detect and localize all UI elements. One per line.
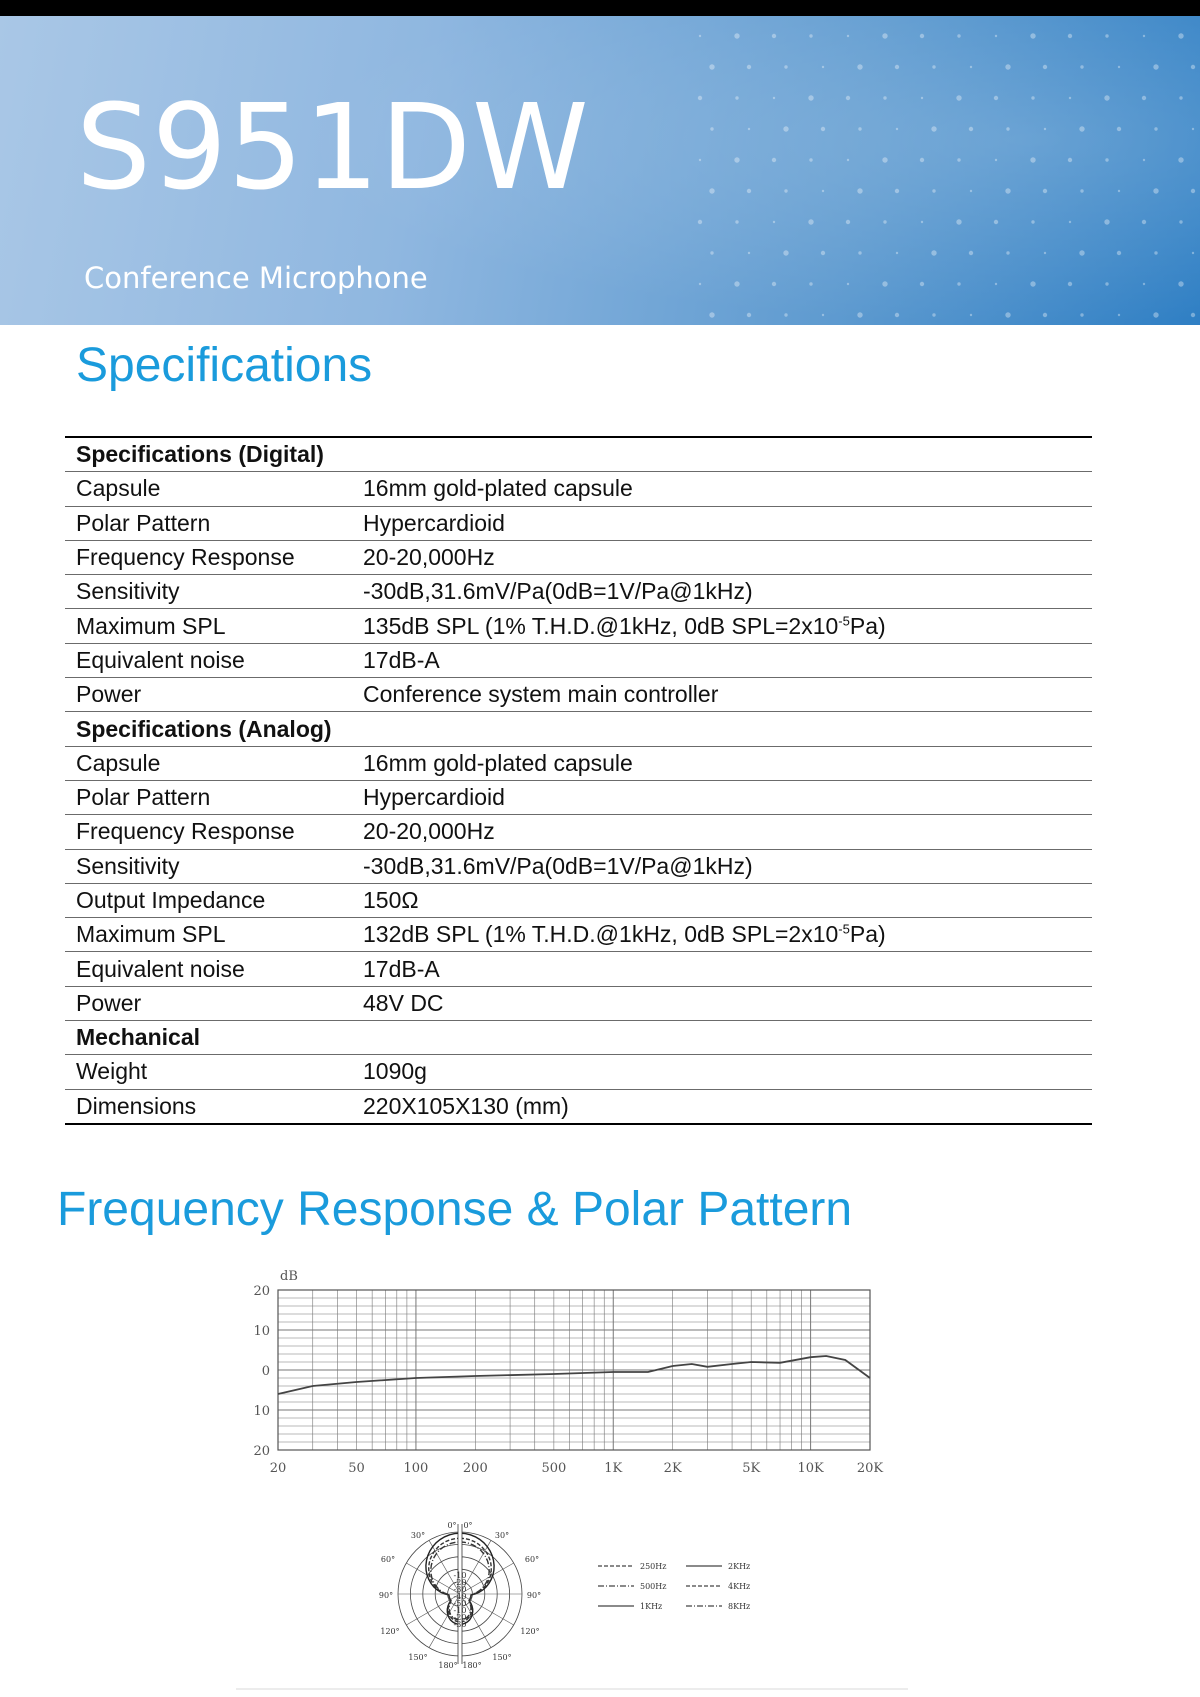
spec-label: Sensitivity xyxy=(65,575,352,609)
spec-value: 1090g xyxy=(352,1055,1092,1089)
spec-label: Sensitivity xyxy=(65,849,352,883)
polar-angle-label: 0° xyxy=(463,1521,473,1530)
spec-label: Capsule xyxy=(65,746,352,780)
spec-value: 17dB-A xyxy=(352,952,1092,986)
polar-radial-label: -20 xyxy=(453,1613,467,1622)
legend-label: 4KHz xyxy=(728,1582,751,1591)
banner-dot xyxy=(1005,312,1010,317)
banner-dot xyxy=(1192,252,1194,254)
banner-dot xyxy=(995,159,997,161)
banner-dot xyxy=(931,126,936,131)
banner-dot xyxy=(1154,251,1157,254)
banner-dot xyxy=(882,33,887,38)
spec-value: 20-20,000Hz xyxy=(352,815,1092,849)
banner-dot xyxy=(956,95,961,100)
product-model: S951DW xyxy=(76,78,590,216)
banner-dot xyxy=(847,283,849,285)
banner-dot xyxy=(932,65,935,68)
banner-dot xyxy=(822,66,824,68)
spec-row xyxy=(65,986,1092,1020)
banner-dot xyxy=(821,127,825,131)
banner-dot xyxy=(1105,158,1108,161)
banner-dot xyxy=(734,281,739,286)
x-tick-label: 500 xyxy=(541,1461,567,1476)
banner-dot xyxy=(1030,281,1035,286)
banner-dot xyxy=(1142,96,1146,100)
banner-dot xyxy=(698,96,702,100)
banner-dot xyxy=(709,188,714,193)
section-row-mechanical xyxy=(65,1021,1092,1055)
banner-dot xyxy=(710,127,713,130)
y-axis-label: dB xyxy=(280,1269,298,1284)
legend-label: 1KHz xyxy=(640,1602,663,1611)
spec-value: 16mm gold-plated capsule xyxy=(352,746,1092,780)
banner-dot xyxy=(1044,128,1046,130)
legend-label: 2KHz xyxy=(728,1562,751,1571)
banner-dot xyxy=(970,190,972,192)
bottom-divider xyxy=(236,1688,908,1690)
polar-legend xyxy=(598,1556,768,1616)
banner-dot xyxy=(822,314,824,316)
polar-angle-label: 180° xyxy=(462,1661,482,1670)
banner-dot xyxy=(822,190,824,192)
spec-label: Maximum SPL xyxy=(65,609,352,643)
spec-label: Polar Pattern xyxy=(65,780,352,814)
polar-angle-label: 90° xyxy=(526,1591,542,1600)
banner-dot xyxy=(821,251,825,255)
y-tick-label: 10 xyxy=(253,1404,270,1419)
banner-dot xyxy=(734,157,739,162)
banner-dot xyxy=(1105,34,1108,37)
banner-dot xyxy=(1005,188,1010,193)
banner-dot xyxy=(883,220,886,223)
banner-dot xyxy=(808,95,813,100)
banner-dot xyxy=(1178,33,1183,38)
frequency-response-chart xyxy=(240,1262,884,1487)
banner-dot xyxy=(1068,34,1072,38)
banner-dot xyxy=(1080,65,1083,68)
banner-dot xyxy=(1178,157,1183,162)
banner-dot xyxy=(995,283,997,285)
polar-angle-label: 0° xyxy=(447,1521,457,1530)
banner-dot xyxy=(1143,35,1145,37)
polar-radial-label: -30 xyxy=(453,1585,467,1594)
banner-dot xyxy=(1192,128,1194,130)
banner-dot xyxy=(1006,251,1009,254)
banner-dot xyxy=(783,126,788,131)
spec-value: Hypercardioid xyxy=(352,780,1092,814)
banner-dot xyxy=(932,313,935,316)
banner-dot xyxy=(1154,127,1157,130)
x-tick-label: 200 xyxy=(462,1461,488,1476)
polar-angle-label: 30° xyxy=(494,1531,510,1540)
banner-dot xyxy=(858,251,861,254)
banner-dot xyxy=(969,251,973,255)
spec-label: Capsule xyxy=(65,472,352,506)
banner-dot xyxy=(1005,64,1010,69)
banner-dot xyxy=(784,189,787,192)
polar-angle-label: 150° xyxy=(408,1653,428,1662)
banner-dot xyxy=(895,189,899,193)
x-tick-label: 10K xyxy=(797,1461,824,1476)
y-tick-label: 10 xyxy=(253,1324,270,1339)
spec-row xyxy=(65,849,1092,883)
spec-label: Polar Pattern xyxy=(65,506,352,540)
banner-dot xyxy=(846,96,850,100)
section-row-digital xyxy=(65,437,1092,472)
banner-dot xyxy=(970,66,972,68)
banner-dot xyxy=(747,189,751,193)
banner-dot xyxy=(1191,65,1195,69)
banner-dot xyxy=(1143,159,1145,161)
polar-radial-label: -10 xyxy=(453,1606,467,1615)
x-tick-label: 2K xyxy=(663,1461,682,1476)
polar-pattern-chart xyxy=(360,1508,560,1678)
x-tick-label: 20 xyxy=(269,1461,287,1476)
spec-value-text: 135dB SPL (1% T.H.D.@1kHz, 0dB SPL=2x10 xyxy=(363,612,839,639)
banner-dot xyxy=(931,250,936,255)
banner-dot xyxy=(920,158,924,162)
polar-radial-label: -20 xyxy=(453,1578,467,1587)
banner-dot xyxy=(734,33,739,38)
banner-dot xyxy=(809,34,812,37)
banner-dot xyxy=(698,220,702,224)
freq-polar-heading: Frequency Response & Polar Pattern xyxy=(57,1183,853,1236)
spec-value: Hypercardioid xyxy=(352,506,1092,540)
banner-dot xyxy=(773,97,775,99)
banner-dot xyxy=(735,220,738,223)
banner-dot xyxy=(1006,127,1009,130)
polar-radial-label: -40 xyxy=(453,1592,467,1601)
banner-dot xyxy=(809,158,812,161)
spec-label: Power xyxy=(65,678,352,712)
polar-angle-label: 60° xyxy=(380,1555,396,1564)
banner-dot xyxy=(932,189,935,192)
banner-dot xyxy=(772,282,776,286)
banner-dot xyxy=(957,34,960,37)
product-subtitle: Conference Microphone xyxy=(84,261,428,295)
polar-radial-label: -30 xyxy=(453,1620,467,1629)
x-tick-label: 5K xyxy=(742,1461,761,1476)
banner-dot xyxy=(995,35,997,37)
banner-dot xyxy=(1080,313,1083,316)
banner-dot xyxy=(1068,282,1072,286)
banner-dot xyxy=(772,34,776,38)
banner-dot xyxy=(783,250,788,255)
spec-label: Dimensions xyxy=(76,1092,197,1119)
polar-spoke xyxy=(406,1594,460,1625)
banner-dot xyxy=(1143,283,1145,285)
spec-value: -30dB,31.6mV/Pa(0dB=1V/Pa@1kHz) xyxy=(352,575,1092,609)
banner-dot xyxy=(1031,96,1034,99)
banner-dot xyxy=(1030,33,1035,38)
banner-dot xyxy=(895,313,899,317)
banner-dot xyxy=(956,219,961,224)
banner-dot xyxy=(969,127,973,131)
spec-row xyxy=(65,1089,1092,1124)
header-banner xyxy=(0,16,1200,325)
banner-dot xyxy=(808,219,813,224)
banner-dot xyxy=(699,35,701,37)
banner-dot xyxy=(994,96,998,100)
banner-dot xyxy=(857,312,862,317)
banner-dot xyxy=(1104,95,1109,100)
polar-angle-label: 180° xyxy=(438,1661,458,1670)
section-heading: Specifications (Analog) xyxy=(65,712,1092,746)
banner-dot xyxy=(699,283,701,285)
spec-value-unit: Pa) xyxy=(849,921,886,948)
banner-dot xyxy=(858,127,861,130)
spec-value: 150Ω xyxy=(352,883,1092,917)
banner-dot xyxy=(1079,250,1084,255)
banner-dot xyxy=(709,312,714,317)
spec-row xyxy=(65,472,1092,506)
polar-radial-label: -10 xyxy=(453,1571,467,1580)
legend-label: 8KHz xyxy=(728,1602,751,1611)
banner-dot xyxy=(1069,97,1071,99)
spec-value-text: 132dB SPL (1% T.H.D.@1kHz, 0dB SPL=2x10 xyxy=(363,921,839,948)
spec-row xyxy=(65,918,1092,952)
spec-value: 20-20,000Hz xyxy=(352,540,1092,574)
banner-dot xyxy=(994,220,998,224)
banner-dot xyxy=(1080,189,1083,192)
banner-dot xyxy=(920,282,924,286)
banner-dot xyxy=(883,96,886,99)
spec-value-unit: Pa) xyxy=(849,612,886,639)
banner-dot xyxy=(809,282,812,285)
banner-dot xyxy=(1117,251,1121,255)
banner-dot xyxy=(1043,189,1047,193)
banner-dot xyxy=(1179,96,1182,99)
banner-dot xyxy=(709,64,714,69)
banner-dot xyxy=(747,65,751,69)
banner-dot xyxy=(1030,157,1035,162)
banner-dot xyxy=(921,97,923,99)
legend-label: 250Hz xyxy=(640,1562,667,1571)
x-tick-label: 1K xyxy=(604,1461,623,1476)
banner-dot xyxy=(710,251,713,254)
polar-spoke xyxy=(460,1563,514,1594)
banner-dot xyxy=(699,159,701,161)
banner-dot xyxy=(1043,313,1047,317)
section-heading: Mechanical xyxy=(65,1021,1092,1055)
spec-value xyxy=(352,918,1092,952)
section-row-analog xyxy=(65,712,1092,746)
polar-angle-label: 30° xyxy=(410,1531,426,1540)
polar-angle-label: 120° xyxy=(380,1627,400,1636)
banner-dot xyxy=(857,64,862,69)
banner-dot xyxy=(748,252,750,254)
spec-row xyxy=(65,746,1092,780)
banner-dot xyxy=(1153,188,1158,193)
spec-row xyxy=(65,952,1092,986)
spec-value: 48V DC xyxy=(352,986,1092,1020)
spec-row xyxy=(65,540,1092,574)
y-tick-label: 0 xyxy=(261,1364,270,1379)
banner-dot xyxy=(1079,126,1084,131)
banner-dot xyxy=(1191,189,1195,193)
spec-row xyxy=(65,883,1092,917)
spec-label: Power xyxy=(65,986,352,1020)
banner-dot xyxy=(1031,220,1034,223)
banner-dot xyxy=(920,34,924,38)
x-tick-label: 100 xyxy=(403,1461,429,1476)
polar-angle-label: 60° xyxy=(524,1555,540,1564)
spec-value: -30dB,31.6mV/Pa(0dB=1V/Pa@1kHz) xyxy=(352,849,1092,883)
banner-dot xyxy=(1179,220,1182,223)
banner-dot xyxy=(1069,221,1071,223)
spec-row xyxy=(65,575,1092,609)
banner-dot xyxy=(882,157,887,162)
section-heading: Specifications (Digital) xyxy=(65,437,1092,472)
spec-label: Frequency Response xyxy=(65,540,352,574)
banner-dot xyxy=(847,159,849,161)
spec-row xyxy=(65,643,1092,677)
spec-value xyxy=(352,609,1092,643)
spec-label: Equivalent noise xyxy=(65,643,352,677)
banner-dot xyxy=(970,314,972,316)
spec-label: Frequency Response xyxy=(65,815,352,849)
banner-dot xyxy=(1043,65,1047,69)
banner-dot xyxy=(784,313,787,316)
banner-dot xyxy=(1191,313,1195,317)
banner-dot xyxy=(748,128,750,130)
spec-row xyxy=(65,609,1092,643)
spec-row xyxy=(65,1055,1092,1089)
banner-dot xyxy=(896,128,898,130)
y-tick-label: 20 xyxy=(253,1284,270,1299)
banner-dot xyxy=(896,252,898,254)
spec-value: 16mm gold-plated capsule xyxy=(352,472,1092,506)
legend-label: 500Hz xyxy=(640,1582,667,1591)
spec-label: Maximum SPL xyxy=(65,918,352,952)
banner-dot xyxy=(957,282,960,285)
top-black-bar xyxy=(0,0,1200,16)
spec-value: 220X105X130 (mm) xyxy=(363,1092,569,1119)
banner-dot xyxy=(1104,219,1109,224)
banner-dot xyxy=(1044,252,1046,254)
specifications-heading: Specifications xyxy=(76,339,373,392)
banner-dot xyxy=(1068,158,1072,162)
banner-dot xyxy=(921,221,923,223)
banner-dot xyxy=(1118,314,1120,316)
frequency-response-line xyxy=(278,1356,870,1394)
spec-row xyxy=(65,815,1092,849)
banner-dot xyxy=(1118,190,1120,192)
specifications-table xyxy=(65,436,1092,1125)
banner-dot xyxy=(1153,64,1158,69)
spec-label: Output Impedance xyxy=(65,883,352,917)
banner-dot xyxy=(747,313,751,317)
banner-dot xyxy=(1153,312,1158,317)
banner-dot xyxy=(735,96,738,99)
spec-value-exponent: -5 xyxy=(838,612,850,628)
y-tick-label: 20 xyxy=(253,1444,270,1459)
spec-value: 17dB-A xyxy=(352,643,1092,677)
polar-angle-label: 90° xyxy=(378,1591,394,1600)
banner-dot xyxy=(1117,127,1121,131)
polar-radial-label: -50 xyxy=(453,1599,467,1608)
banner-dot xyxy=(847,35,849,37)
banner-dot xyxy=(1142,220,1146,224)
spec-label: Weight xyxy=(65,1055,352,1089)
banner-dot xyxy=(882,281,887,286)
polar-spoke xyxy=(460,1594,514,1625)
spec-row xyxy=(65,678,1092,712)
polar-spoke xyxy=(406,1563,460,1594)
banner-dot xyxy=(846,220,850,224)
spec-label: Equivalent noise xyxy=(65,952,352,986)
banner-dot xyxy=(1105,282,1108,285)
banner-dot xyxy=(1118,66,1120,68)
spec-value-exponent: -5 xyxy=(838,921,850,937)
spec-value: Conference system main controller xyxy=(352,678,1092,712)
banner-dot xyxy=(857,188,862,193)
banner-dot xyxy=(957,158,960,161)
banner-dot xyxy=(895,65,899,69)
banner-dot xyxy=(784,65,787,68)
spec-row xyxy=(65,506,1092,540)
banner-dot xyxy=(773,221,775,223)
spec-row xyxy=(65,780,1092,814)
polar-angle-label: 150° xyxy=(492,1653,512,1662)
banner-dot xyxy=(772,158,776,162)
x-tick-label: 20K xyxy=(856,1461,884,1476)
banner-dot xyxy=(1178,281,1183,286)
x-tick-label: 50 xyxy=(348,1461,365,1476)
polar-angle-label: 120° xyxy=(520,1627,540,1636)
